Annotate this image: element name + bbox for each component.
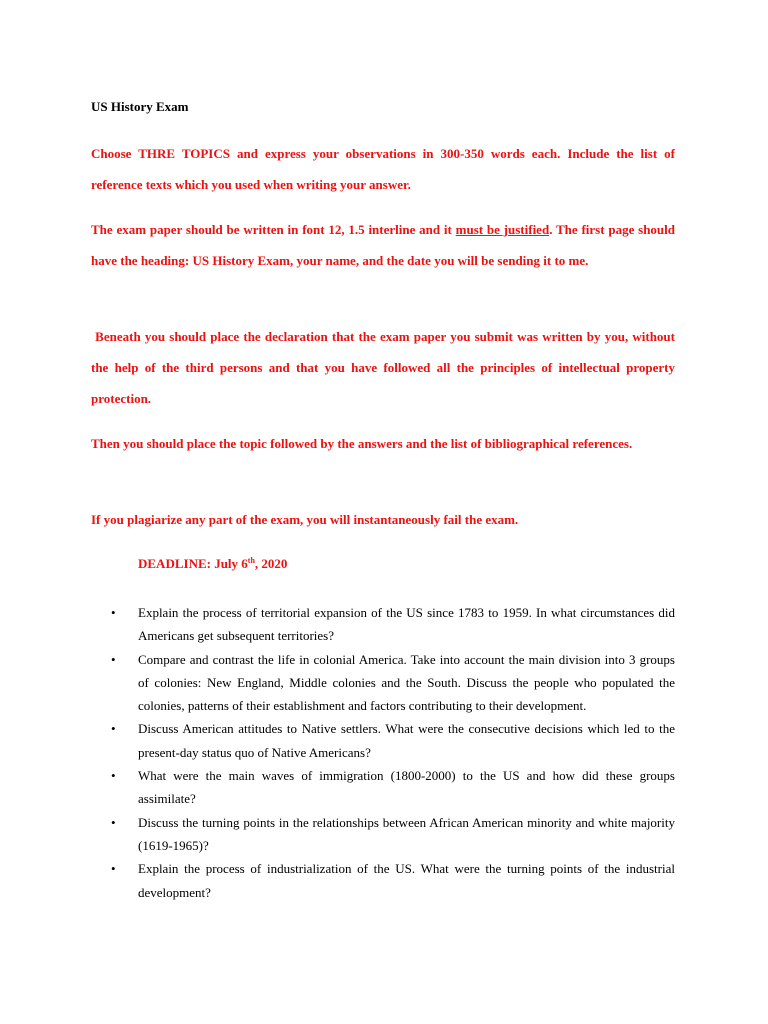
deadline-prefix: DEADLINE: July 6 xyxy=(138,556,248,571)
instruction-plagiarism: If you plagiarize any part of the exam, you will instantaneously fail the exam. xyxy=(91,512,519,527)
bullet-icon: • xyxy=(111,814,116,830)
page-title: US History Exam xyxy=(91,99,189,114)
topics-list xyxy=(111,601,675,904)
list-item xyxy=(111,648,675,718)
list-item xyxy=(111,764,675,811)
bullet-icon: • xyxy=(111,861,116,877)
list-item xyxy=(111,717,675,764)
topic-text: Compare and contrast the life in colonial America. Take into account the main division into 3 groups of colonies: New England, Middle colonies and the South. Discuss the people who populated the colonies, patterns of their establishment and factors contributing to their development. xyxy=(138,651,675,714)
topic-text: Discuss American attitudes to Native settlers. What were the consecutive decisions which led to the present-day status quo of Native Americans? xyxy=(138,721,675,760)
topic-text: Explain the process of territorial expansion of the US since 1783 to 1959. In what circumstances did Americans get subsequent territories? xyxy=(138,605,675,644)
instruction-structure: Then you should place the topic followed by the answers and the list of bibliographical references. xyxy=(91,436,633,451)
bullet-icon: • xyxy=(111,651,116,667)
formatting-text-end: . The first page should have the heading: US History Exam, your name, and the date you will be sending it to me. xyxy=(91,222,675,268)
list-item xyxy=(111,811,675,858)
deadline-suffix: , 2020 xyxy=(254,556,288,571)
formatting-text-start: The exam paper should be written in font 12, 1.5 interline and it xyxy=(91,222,456,237)
instruction-topics: Choose THRE TOPICS and express your observations in 300-350 words each. Include the list of reference texts which you used when writing your answer. xyxy=(91,146,675,192)
topic-text: What were the main waves of immigration (1800-2000) to the US and how did these groups assimilate? xyxy=(138,768,675,807)
bullet-icon: • xyxy=(111,768,116,784)
formatting-underlined-text: must be justified xyxy=(455,222,550,237)
deadline-superscript: th xyxy=(247,556,255,565)
bullet-icon: • xyxy=(111,721,116,737)
instruction-formatting xyxy=(91,214,675,276)
instruction-declaration: Beneath you should place the declaration that the exam paper you submit was written by you, without the help of the third persons and that you have followed all the principles of intellectual property protection. xyxy=(91,329,679,406)
list-item xyxy=(111,857,675,904)
bullet-icon: • xyxy=(111,605,116,620)
list-item xyxy=(111,601,675,648)
deadline xyxy=(138,556,287,572)
topic-text: Discuss the turning points in the relationships between African American minority and white majority (1619-1965)? xyxy=(138,814,675,853)
topic-text: Explain the process of industrialization of the US. What were the turning points of the industrial development? xyxy=(138,861,675,900)
